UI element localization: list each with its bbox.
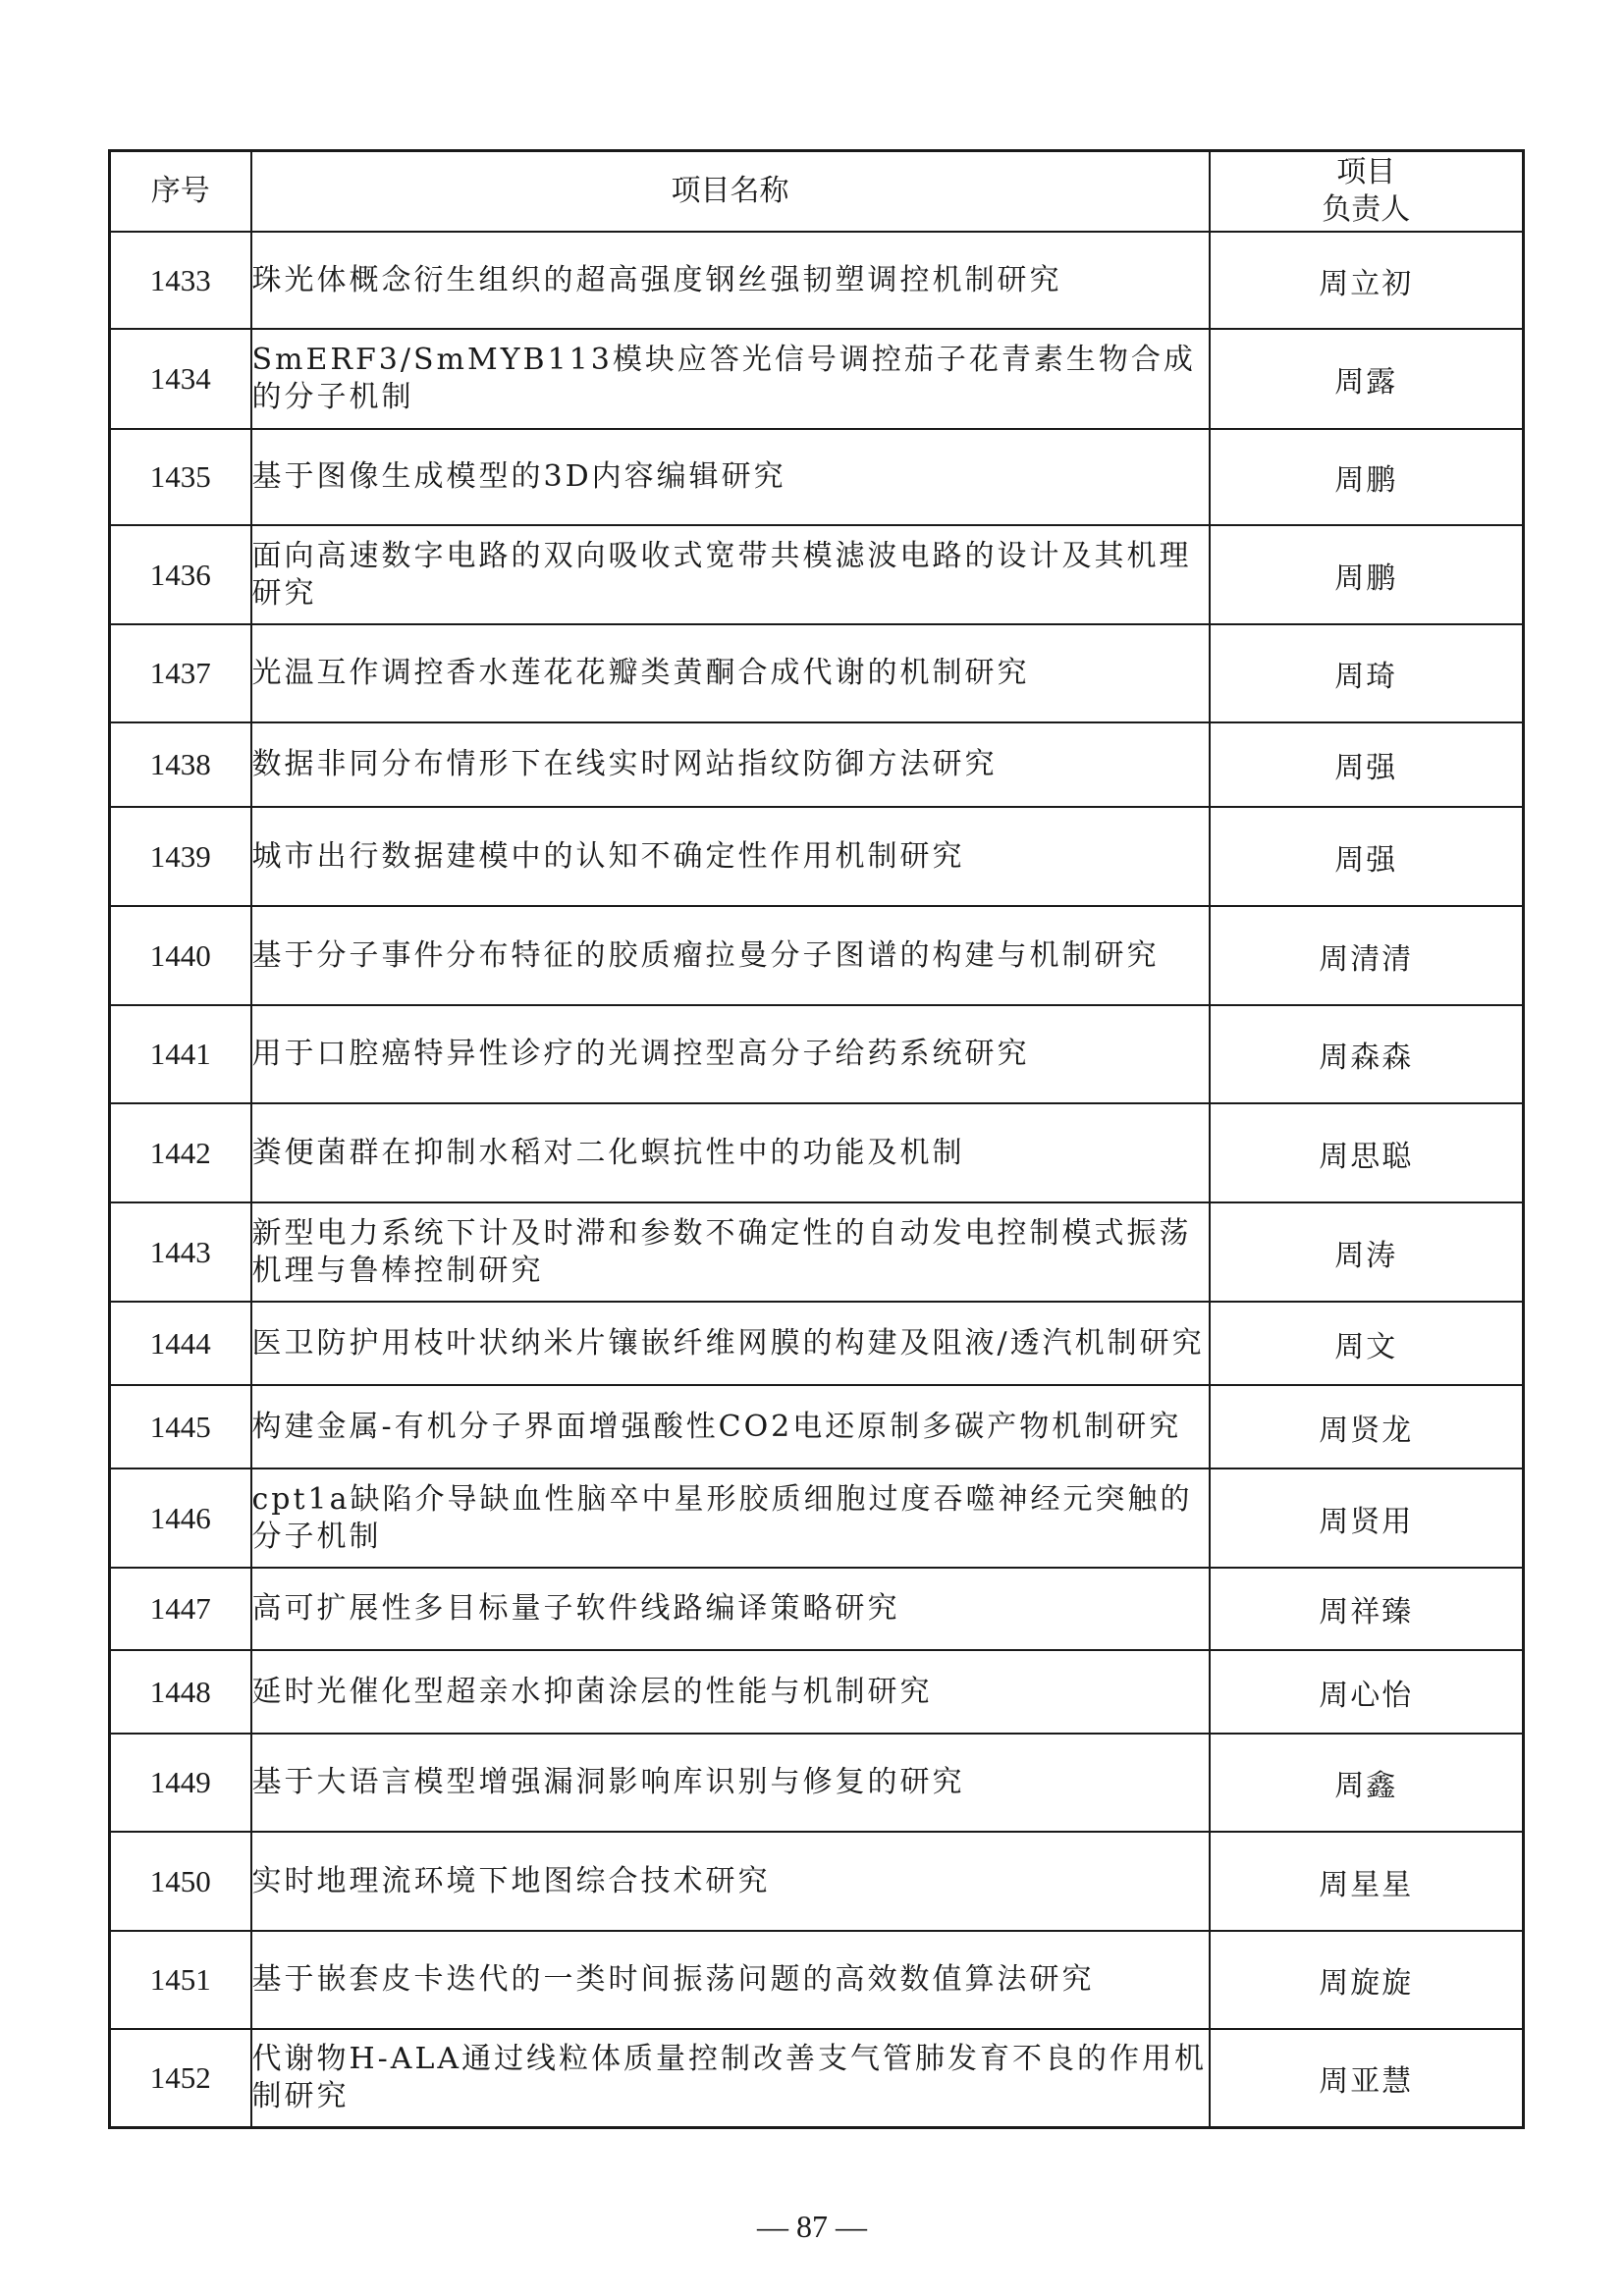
row-number: 1452	[110, 2029, 251, 2127]
row-leader: 周心怡	[1210, 1650, 1524, 1734]
project-table	[108, 149, 1525, 2129]
row-project-name: 光温互作调控香水莲花花瓣类黄酮合成代谢的机制研究	[251, 624, 1210, 722]
row-number: 1434	[110, 329, 251, 429]
row-leader: 周琦	[1210, 624, 1524, 722]
row-project-name: 新型电力系统下计及时滞和参数不确定性的自动发电控制模式振荡机理与鲁棒控制研究	[251, 1202, 1210, 1302]
row-number: 1443	[110, 1202, 251, 1302]
table-row	[110, 525, 1524, 624]
row-number: 1441	[110, 1005, 251, 1103]
row-leader: 周旋旋	[1210, 1931, 1524, 2029]
row-project-name: 实时地理流环境下地图综合技术研究	[251, 1832, 1210, 1931]
row-leader: 周贤龙	[1210, 1385, 1524, 1468]
table-row	[110, 1650, 1524, 1734]
table-row	[110, 1302, 1524, 1385]
row-number: 1439	[110, 807, 251, 906]
header-project-name: 项目名称	[251, 151, 1210, 233]
row-number: 1435	[110, 429, 251, 525]
table-row	[110, 1931, 1524, 2029]
table-header-row	[110, 151, 1524, 233]
row-project-name: 城市出行数据建模中的认知不确定性作用机制研究	[251, 807, 1210, 906]
row-number: 1445	[110, 1385, 251, 1468]
row-project-name: 面向高速数字电路的双向吸收式宽带共模滤波电路的设计及其机理研究	[251, 525, 1210, 624]
page-number: — 87 —	[757, 2209, 867, 2244]
row-project-name: cpt1a缺陷介导缺血性脑卒中星形胶质细胞过度吞噬神经元突触的分子机制	[251, 1468, 1210, 1568]
row-project-name: 粪便菌群在抑制水稻对二化螟抗性中的功能及机制	[251, 1103, 1210, 1202]
header-leader-line2: 负责人	[1322, 192, 1411, 227]
row-number: 1447	[110, 1568, 251, 1650]
table-row	[110, 429, 1524, 525]
table-row	[110, 329, 1524, 429]
table-row	[110, 1103, 1524, 1202]
row-project-name: 医卫防护用枝叶状纳米片镶嵌纤维网膜的构建及阻液/透汽机制研究	[251, 1302, 1210, 1385]
table-row	[110, 1005, 1524, 1103]
table-row	[110, 1468, 1524, 1568]
row-leader: 周涛	[1210, 1202, 1524, 1302]
row-leader: 周鹏	[1210, 525, 1524, 624]
row-project-name: 基于嵌套皮卡迭代的一类时间振荡问题的高效数值算法研究	[251, 1931, 1210, 2029]
row-project-name: SmERF3/SmMYB113模块应答光信号调控茄子花青素生物合成的分子机制	[251, 329, 1210, 429]
table-row	[110, 906, 1524, 1005]
row-leader: 周清清	[1210, 906, 1524, 1005]
row-leader: 周亚慧	[1210, 2029, 1524, 2127]
row-number: 1438	[110, 722, 251, 807]
row-number: 1436	[110, 525, 251, 624]
row-leader: 周立初	[1210, 232, 1524, 329]
row-number: 1444	[110, 1302, 251, 1385]
table-row	[110, 624, 1524, 722]
row-leader: 周森森	[1210, 1005, 1524, 1103]
row-number: 1446	[110, 1468, 251, 1568]
row-leader: 周贤用	[1210, 1468, 1524, 1568]
table-row	[110, 1568, 1524, 1650]
row-leader: 周星星	[1210, 1832, 1524, 1931]
row-number: 1450	[110, 1832, 251, 1931]
header-number: 序号	[110, 151, 251, 233]
row-project-name: 高可扩展性多目标量子软件线路编译策略研究	[251, 1568, 1210, 1650]
row-project-name: 基于图像生成模型的3D内容编辑研究	[251, 429, 1210, 525]
row-leader: 周露	[1210, 329, 1524, 429]
table-row	[110, 1832, 1524, 1931]
row-project-name: 基于大语言模型增强漏洞影响库识别与修复的研究	[251, 1734, 1210, 1832]
table-row	[110, 807, 1524, 906]
table-row	[110, 722, 1524, 807]
table-row	[110, 1202, 1524, 1302]
row-leader: 周强	[1210, 807, 1524, 906]
row-number: 1437	[110, 624, 251, 722]
row-project-name: 代谢物H-ALA通过线粒体质量控制改善支气管肺发育不良的作用机制研究	[251, 2029, 1210, 2127]
row-number: 1440	[110, 906, 251, 1005]
row-number: 1451	[110, 1931, 251, 2029]
row-number: 1433	[110, 232, 251, 329]
row-project-name: 珠光体概念衍生组织的超高强度钢丝强韧塑调控机制研究	[251, 232, 1210, 329]
row-project-name: 基于分子事件分布特征的胶质瘤拉曼分子图谱的构建与机制研究	[251, 906, 1210, 1005]
row-leader: 周文	[1210, 1302, 1524, 1385]
row-number: 1449	[110, 1734, 251, 1832]
row-leader: 周思聪	[1210, 1103, 1524, 1202]
row-project-name: 构建金属-有机分子界面增强酸性CO2电还原制多碳产物机制研究	[251, 1385, 1210, 1468]
row-number: 1442	[110, 1103, 251, 1202]
row-project-name: 数据非同分布情形下在线实时网站指纹防御方法研究	[251, 722, 1210, 807]
header-leader	[1210, 151, 1524, 233]
row-project-name: 延时光催化型超亲水抑菌涂层的性能与机制研究	[251, 1650, 1210, 1734]
header-leader-line1: 项目	[1336, 155, 1396, 189]
row-leader: 周鹏	[1210, 429, 1524, 525]
table-row	[110, 232, 1524, 329]
table-row	[110, 1734, 1524, 1832]
row-leader: 周鑫	[1210, 1734, 1524, 1832]
row-leader: 周强	[1210, 722, 1524, 807]
row-number: 1448	[110, 1650, 251, 1734]
row-leader: 周祥臻	[1210, 1568, 1524, 1650]
table-row	[110, 2029, 1524, 2127]
table-row	[110, 1385, 1524, 1468]
row-project-name: 用于口腔癌特异性诊疗的光调控型高分子给药系统研究	[251, 1005, 1210, 1103]
